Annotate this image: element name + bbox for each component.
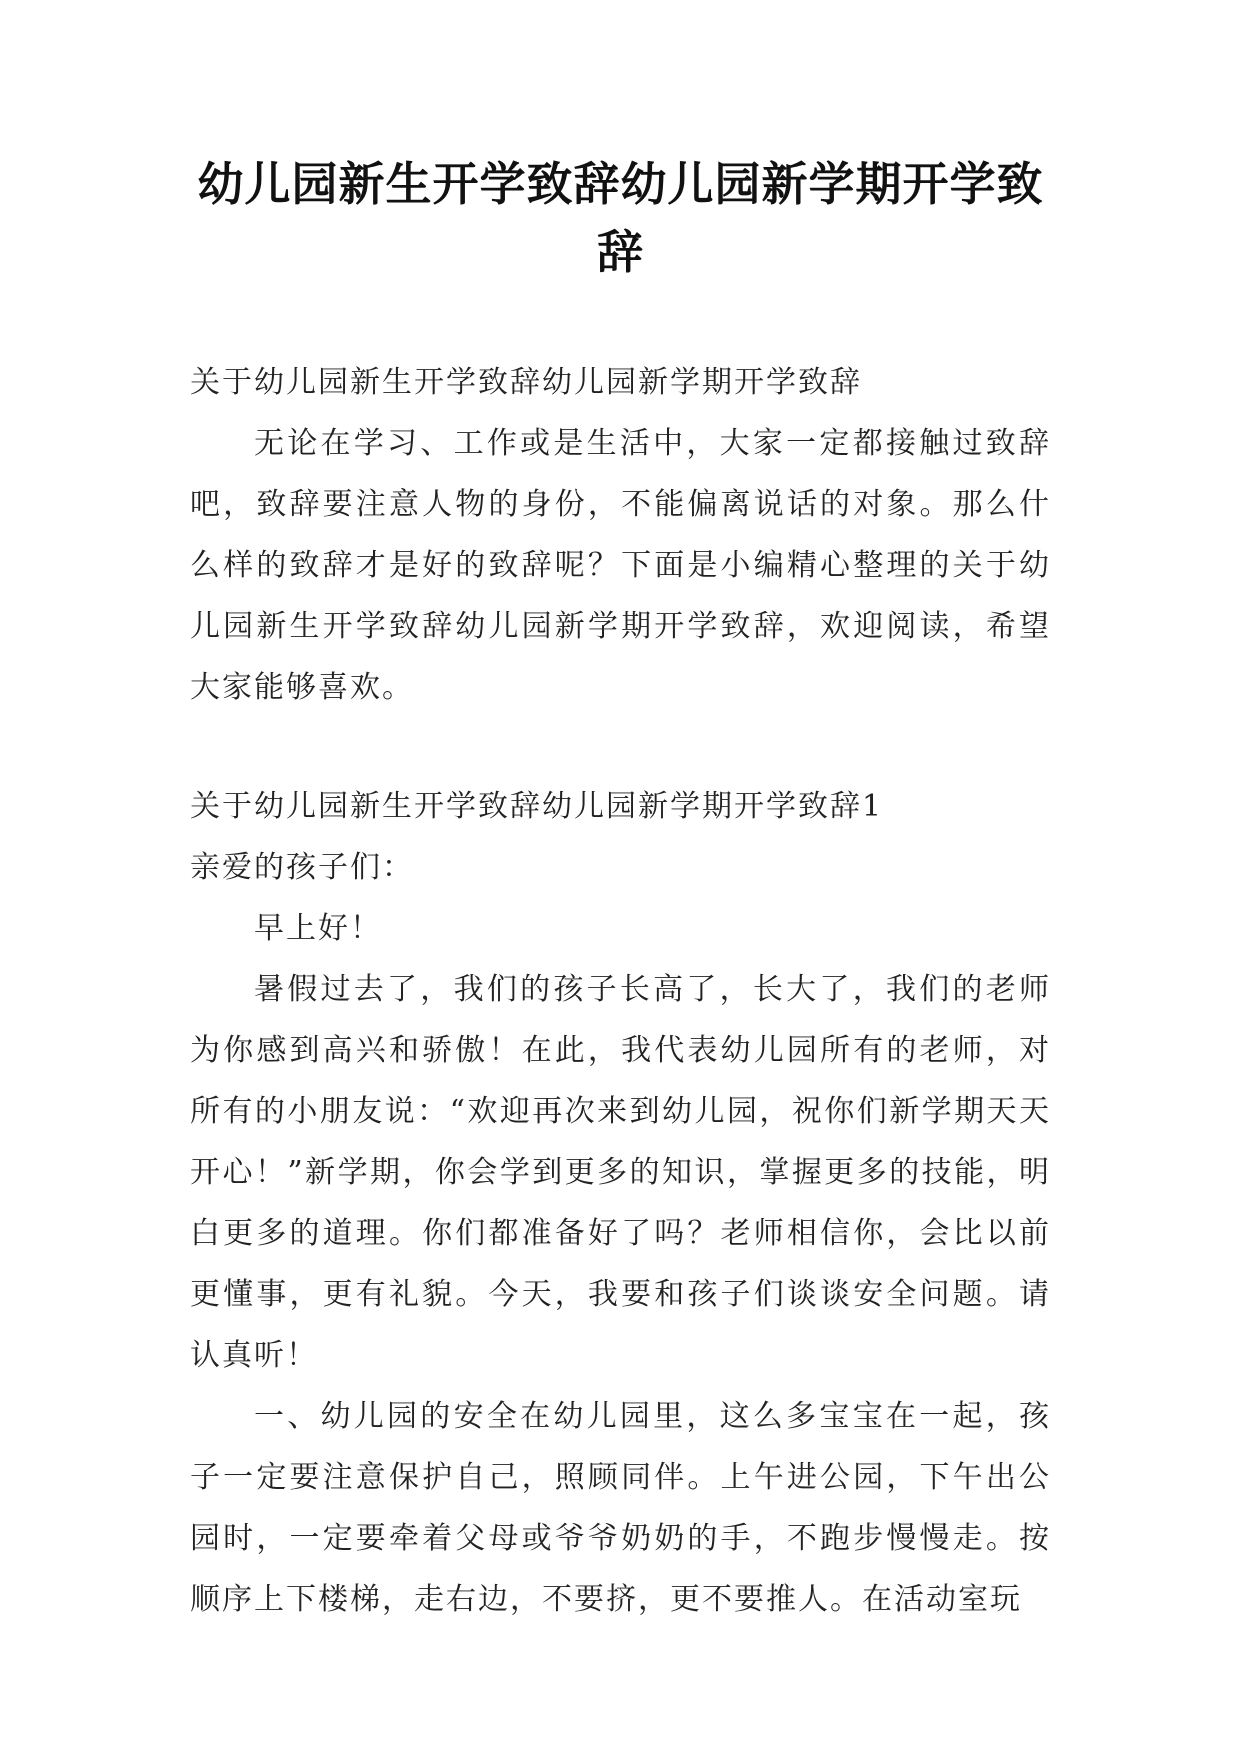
section-heading: 关于幼儿园新生开学致辞幼儿园新学期开学致辞1 (190, 789, 884, 824)
paragraph-2: 一、幼儿园的安全在幼儿园里，这么多宝宝在一起，孩子一定要注意保护自己，照顾同伴。上午进公园，下午出公园时，一定要牵着父母或爷爷奶奶的手，不跑步慢慢走。按顺序上下楼梯，走右边，不要挤，更不要推人。在活动室玩 (190, 1399, 1051, 1617)
intro-paragraph: 无论在学习、工作或是生活中，大家一定都接触过致辞吧，致辞要注意人物的身份，不能偏离说话的对象。那么什么样的致辞才是好的致辞呢？下面是小编精心整理的关于幼儿园新生开学致辞幼儿园新学期开学致辞，欢迎阅读，希望大家能够喜欢。 (190, 426, 1051, 705)
intro-heading: 关于幼儿园新生开学致辞幼儿园新学期开学致辞 (190, 365, 862, 400)
paragraph-1: 暑假过去了，我们的孩子长高了，长大了，我们的老师为你感到高兴和骄傲！在此，我代表幼儿园所有的老师，对所有的小朋友说：“欢迎再次来到幼儿园，祝你们新学期天天开心！”新学期，你会学到更多的知识，掌握更多的技能，明白更多的道理。你们都准备好了吗？老师相信你，会比以前更懂事，更有礼貌。今天，我要和孩子们谈谈安全问题。请认真听！ (190, 972, 1051, 1373)
salutation: 亲爱的孩子们： (190, 850, 414, 885)
greeting: 早上好！ (254, 911, 382, 946)
document-title: 幼儿园新生开学致辞幼儿园新学期开学致辞 (197, 157, 1044, 279)
document-body (190, 352, 1051, 1630)
